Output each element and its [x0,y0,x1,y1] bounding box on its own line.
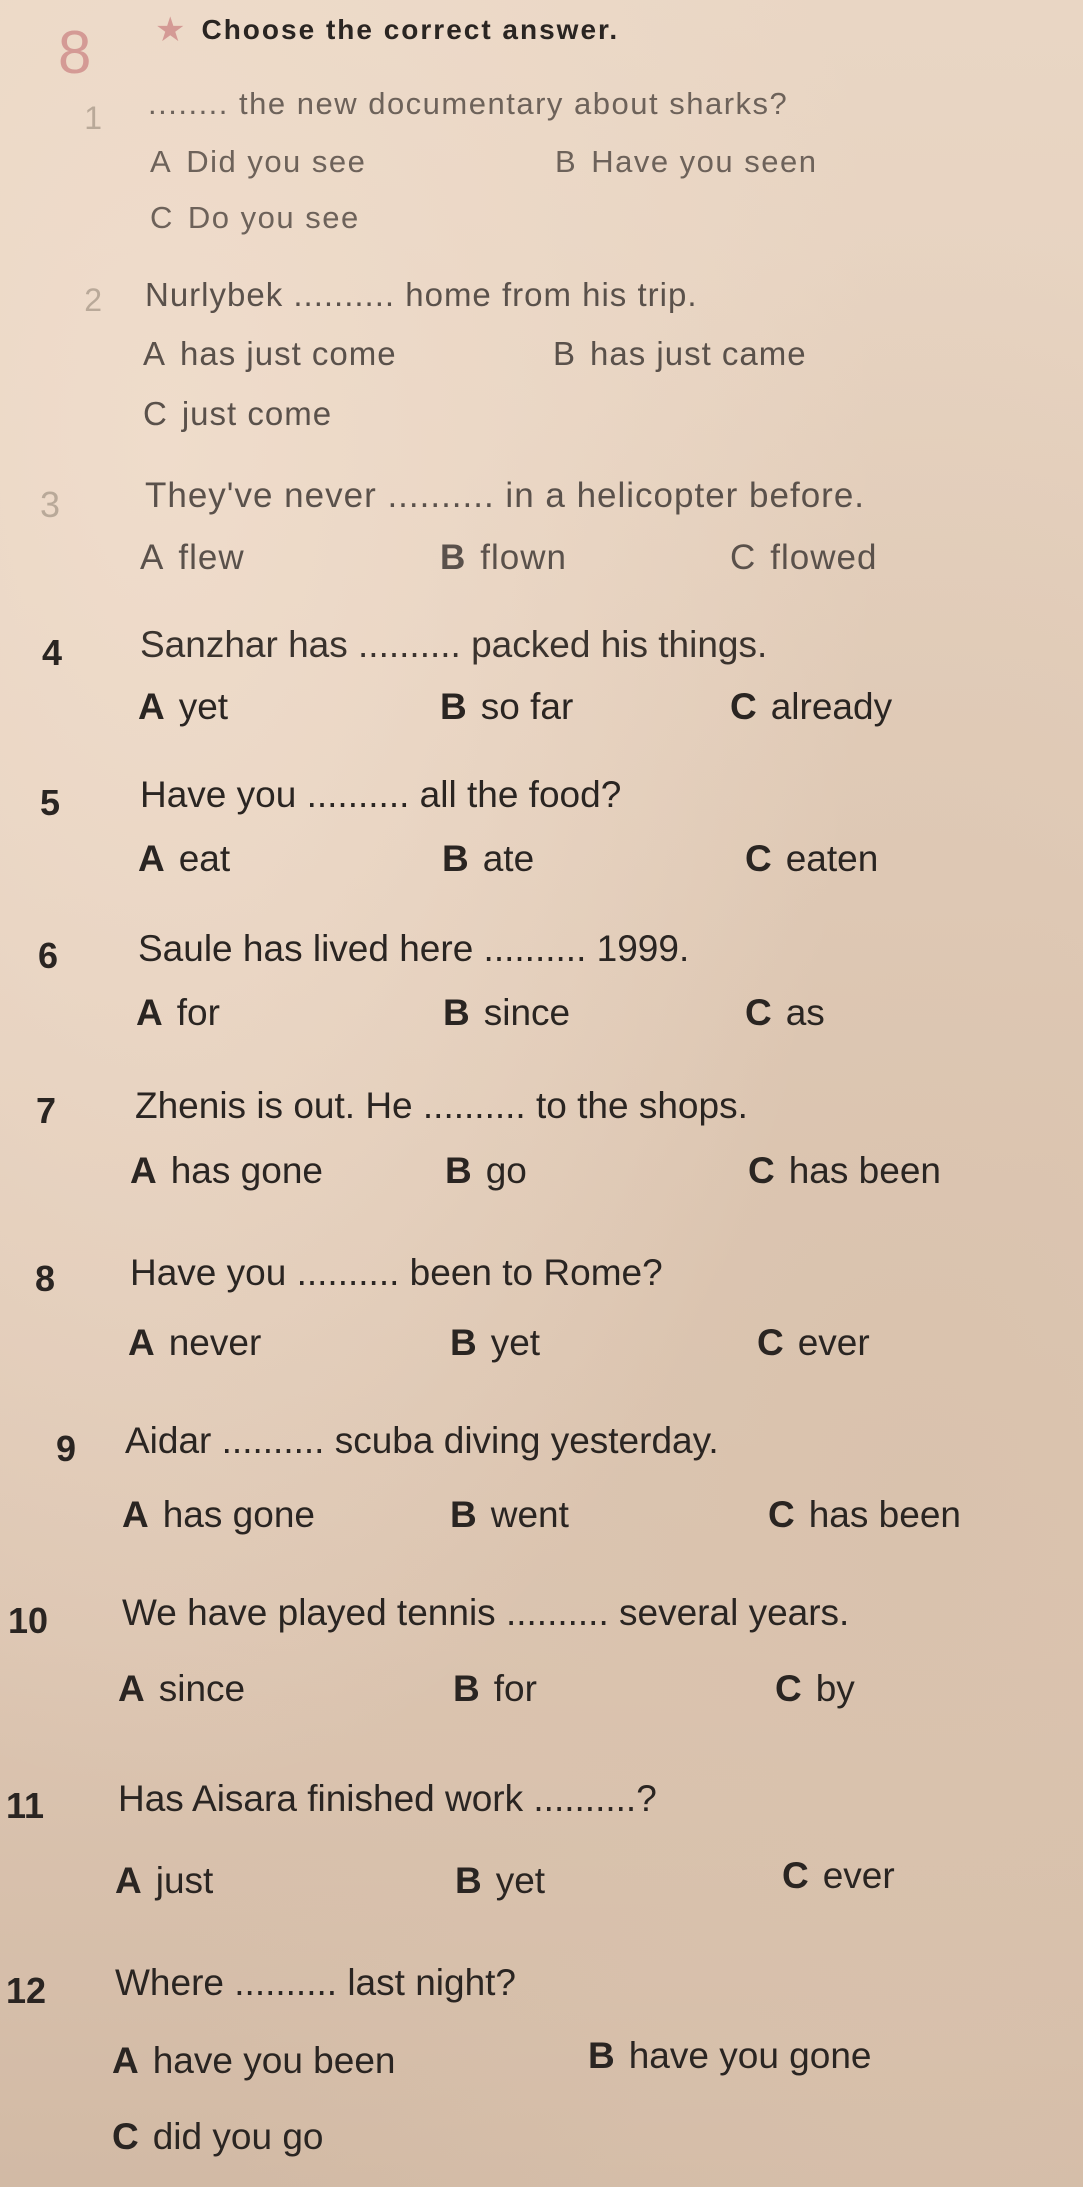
option-c[interactable]: C has been [768,1494,961,1535]
option-b[interactable]: B yet [455,1860,546,1901]
question-number: 12 [6,1970,47,2011]
question-text: Have you .......... all the food? [140,774,622,815]
question-text: Where .......... last night? [115,1962,517,2003]
option-c[interactable]: C eaten [745,838,879,879]
option-a[interactable]: A since [118,1668,246,1709]
option-b[interactable]: B Have you seen [555,144,818,179]
option-b[interactable]: B for [453,1668,537,1709]
option-b[interactable]: B has just came [553,335,807,372]
option-a[interactable]: A just [115,1860,214,1901]
exercise-number: 8 [58,19,92,86]
question-number: 10 [8,1600,49,1641]
option-c[interactable]: C did you go [112,2116,324,2157]
option-c[interactable]: C has been [748,1150,941,1191]
question-number: 5 [39,782,60,823]
question-text: They've never .......... in a helicopter before. [145,476,866,515]
option-b[interactable]: B went [450,1494,569,1535]
option-a[interactable]: A never [128,1322,262,1363]
option-a[interactable]: A for [136,992,220,1033]
option-a[interactable]: A Did you see [150,144,367,179]
question-number: 9 [55,1428,76,1469]
option-a[interactable]: A has gone [122,1494,315,1535]
option-c[interactable]: C as [745,992,825,1033]
question-text: ........ the new documentary about sharks? [148,86,789,121]
question-number: 8 [34,1258,55,1299]
question-text: Have you .......... been to Rome? [130,1252,663,1293]
exercise-header [155,10,619,50]
option-a[interactable]: A have you been [112,2040,396,2081]
question-text: Aidar .......... scuba diving yesterday. [125,1420,719,1461]
question-number: 7 [35,1090,56,1131]
question-number: 11 [6,1785,45,1826]
star-icon: ★ [155,11,188,49]
option-a[interactable]: A eat [138,838,231,879]
option-a[interactable]: A yet [138,686,229,727]
question-text: We have played tennis .......... several years. [122,1592,850,1633]
option-a[interactable]: A has just come [143,335,397,372]
question-text: Nurlybek .......... home from his trip. [145,276,698,313]
question-text: Saule has lived here .......... 1999. [138,928,690,969]
question-number: 3 [39,484,60,525]
option-b[interactable]: B yet [450,1322,541,1363]
option-b[interactable]: B since [443,992,571,1033]
option-b[interactable]: B have you gone [588,2035,872,2076]
question-text: Has Aisara finished work ..........? [118,1778,657,1819]
option-c[interactable]: C flowed [730,538,878,577]
option-b[interactable]: B flown [440,538,567,577]
question-number: 2 [84,282,102,318]
option-c[interactable]: C by [775,1668,855,1709]
question-number: 4 [41,632,62,673]
option-c[interactable]: C ever [782,1855,895,1896]
option-c[interactable]: C Do you see [150,200,360,235]
question-text: Zhenis is out. He .......... to the shops. [135,1085,748,1126]
question-text: Sanzhar has .......... packed his things. [140,624,768,665]
option-b[interactable]: B so far [440,686,574,727]
option-c[interactable]: C already [730,686,893,727]
option-c[interactable]: C ever [757,1322,870,1363]
option-c[interactable]: C just come [143,395,333,432]
option-b[interactable]: B go [445,1150,527,1191]
option-a[interactable]: A flew [140,538,245,577]
option-b[interactable]: B ate [442,838,535,879]
question-number: 6 [37,935,58,976]
option-a[interactable]: A has gone [130,1150,323,1191]
exercise-instruction: Choose the correct answer. [201,14,620,45]
question-number: 1 [84,100,102,136]
